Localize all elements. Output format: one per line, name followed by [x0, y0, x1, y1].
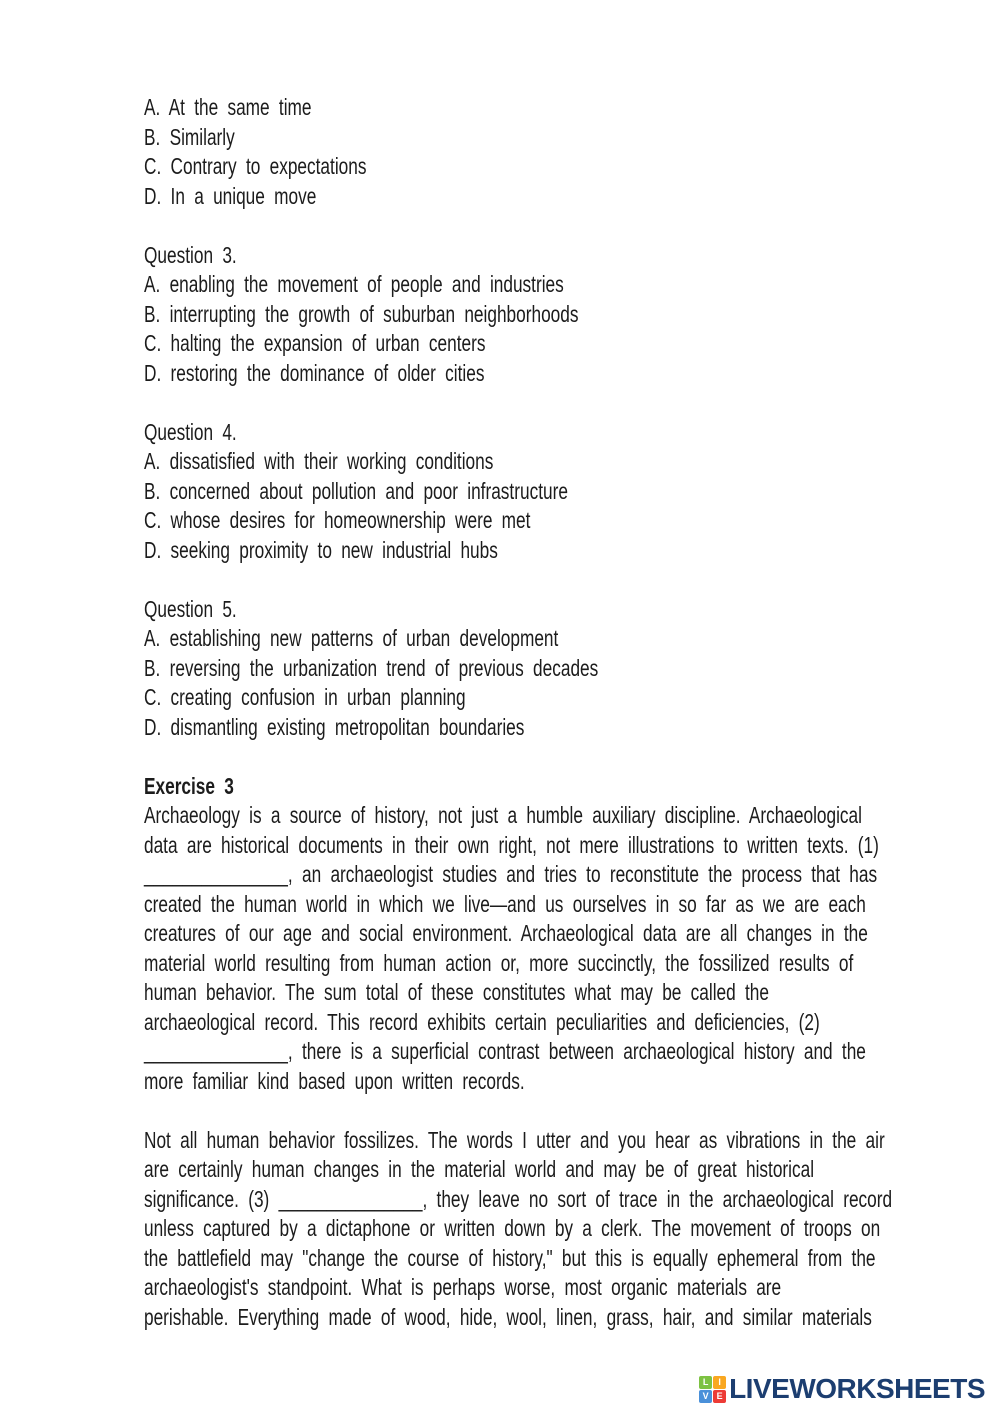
text-line: created the human world in which we live—and us ourselves in so far as we are each: [144, 890, 866, 917]
text-line: unless captured by a dictaphone or written down by a clerk. The movement of troops on: [144, 1215, 881, 1241]
question-4-options: [144, 447, 902, 565]
text-line: data are historical documents in their own right, not mere illustrations to written texts. (1): [144, 831, 879, 858]
text-line: B. reversing the urbanization trend of previous decades: [144, 654, 599, 681]
text-line: A. At the same time: [144, 94, 312, 120]
text-line: C. halting the expansion of urban centers: [144, 330, 486, 356]
exercise-3-paragraph-2: [144, 1126, 902, 1333]
text-line: B. interrupting the growth of suburban neighborhoods: [144, 300, 579, 327]
question-5-title: Question 5.: [144, 595, 237, 622]
text-line: significance. (3) _______________, they leave no sort of trace in the archaeological record: [144, 1185, 893, 1212]
text-line: the battlefield may "change the course of history," but this is equally ephemeral from the: [144, 1244, 876, 1271]
text-line: D. dismantling existing metropolitan boundaries: [144, 713, 525, 740]
text-line: B. concerned about pollution and poor infrastructure: [144, 477, 568, 504]
text-line: B. Similarly: [144, 123, 235, 150]
logo-tile-e: E: [713, 1390, 726, 1403]
question-5-options: [144, 624, 902, 742]
exercise-3-title: Exercise 3: [144, 772, 234, 799]
liveworksheets-wordmark: LIVEWORKSHEETS: [729, 1373, 985, 1404]
question-3-block: [144, 241, 902, 389]
text-line: human behavior. The sum total of these constitutes what may be called the: [144, 979, 770, 1005]
logo-tile-l: L: [699, 1376, 712, 1389]
text-line: C. creating confusion in urban planning: [144, 684, 466, 710]
question-5-block: [144, 595, 902, 743]
question-2-options: [144, 93, 902, 211]
text-line: A. enabling the movement of people and industries: [144, 271, 564, 297]
text-line: C. whose desires for homeownership were met: [144, 507, 531, 533]
text-line: D. In a unique move: [144, 182, 317, 209]
text-line: material world resulting from human action or, more succinctly, the fossilized results of: [144, 949, 854, 976]
text-line: D. restoring the dominance of older cities: [144, 359, 485, 386]
question-3-options: [144, 270, 902, 388]
exercise-3-block: [144, 772, 902, 1097]
text-line: Not all human behavior fossilizes. The words I utter and you hear as vibrations in the air: [144, 1126, 885, 1153]
text-line: archaeological record. This record exhibits certain peculiarities and deficiencies, (2): [144, 1008, 820, 1035]
text-line: A. dissatisfied with their working conditions: [144, 448, 494, 474]
text-line: _______________, an archaeologist studies and tries to reconstitute the process that has: [144, 861, 878, 887]
liveworksheets-logo-icon: [699, 1376, 726, 1403]
text-line: D. seeking proximity to new industrial hubs: [144, 536, 498, 563]
text-line: _______________, there is a superficial contrast between archaeological history and the: [144, 1038, 866, 1064]
logo-tile-v: V: [699, 1390, 712, 1403]
text-line: more familiar kind based upon written records.: [144, 1067, 525, 1094]
exercise-3-paragraph-1: [144, 801, 902, 1096]
question-4-block: [144, 418, 902, 566]
text-line: creatures of our age and social environment. Archaeological data are all changes in the: [144, 920, 868, 946]
question-4-title: Question 4.: [144, 418, 237, 445]
text-line: C. Contrary to expectations: [144, 153, 367, 179]
text-line: are certainly human changes in the material world and may be of great historical: [144, 1156, 815, 1182]
liveworksheets-logo[interactable]: [699, 1375, 985, 1403]
question-3-title: Question 3.: [144, 241, 237, 268]
text-line: archaeologist's standpoint. What is perhaps worse, most organic materials are: [144, 1274, 782, 1300]
text-line: A. establishing new patterns of urban development: [144, 625, 559, 651]
text-line: perishable. Everything made of wood, hide, wool, linen, grass, hair, and similar materials: [144, 1303, 872, 1330]
text-line: Archaeology is a source of history, not just a humble auxiliary discipline. Archaeological: [144, 802, 862, 828]
logo-tile-i: I: [713, 1376, 726, 1389]
worksheet-content: [144, 93, 902, 1332]
